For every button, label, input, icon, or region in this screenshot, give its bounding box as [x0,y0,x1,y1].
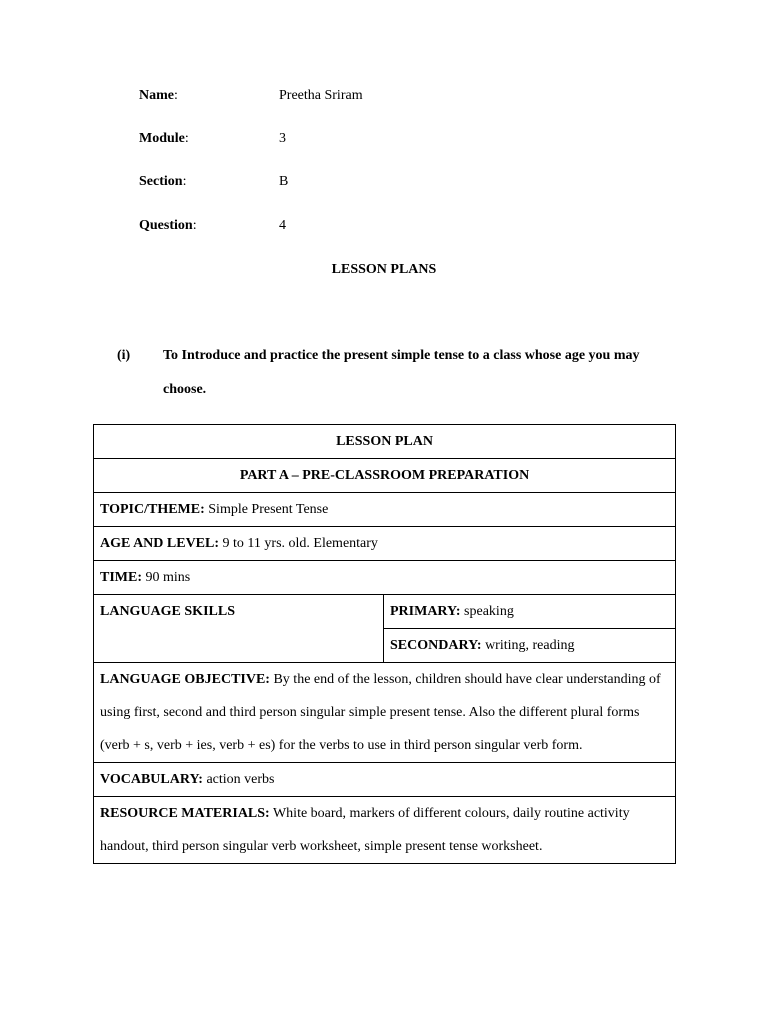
table-part-heading: PART A – PRE-CLASSROOM PREPARATION [94,459,676,493]
table-row [94,763,676,797]
module-value: 3 [279,131,286,146]
age-cell [94,527,676,561]
table-row [94,493,676,527]
lesson-plan-table [93,424,676,864]
name-label: Name [139,88,174,103]
table-row [94,663,676,763]
time-label: TIME: [100,570,142,585]
table-row [94,561,676,595]
table-row [94,459,676,493]
objective-value: By the end of the lesson, children should have clear understanding of using first, second and third person singular simple present tense. Also the different plural forms (verb + s, verb + ies, verb + es) for the verbs to use in third person singular verb form. [100,672,661,753]
vocab-label: VOCABULARY: [100,772,203,787]
secondary-cell [384,629,676,663]
objective-cell [94,663,676,763]
topic-value: Simple Present Tense [204,502,329,517]
resources-value: White board, markers of different colours, daily routine activity handout, third person singular verb worksheet, simple present tense worksheet. [100,806,630,854]
vocab-value: action verbs [202,772,275,787]
table-title: LESSON PLAN [94,425,676,459]
question-text: To Introduce and practice the present simple tense to a class whose age you may choose. [163,348,640,397]
table-row [94,797,676,864]
table-row [94,425,676,459]
age-label: AGE AND LEVEL: [100,536,220,551]
secondary-label: SECONDARY: [390,638,482,653]
objective-label: LANGUAGE OBJECTIVE: [100,672,270,687]
table-row [94,527,676,561]
question-value: 4 [279,218,286,233]
name-value: Preetha Sriram [279,88,363,103]
page-title: LESSON PLANS [331,262,437,277]
section-label: Section [139,174,183,189]
vocab-cell [94,763,676,797]
resources-cell [94,797,676,864]
primary-cell [384,595,676,629]
secondary-value: writing, reading [481,638,575,653]
resources-label: RESOURCE MATERIALS: [100,806,270,821]
age-value: 9 to 11 yrs. old. Elementary [219,536,378,551]
skills-label: LANGUAGE SKILLS [100,604,235,619]
table-row [94,595,676,629]
primary-value: speaking [460,604,514,619]
time-value: 90 mins [142,570,191,585]
section-value: B [279,174,289,189]
question-label: Question [139,218,193,233]
time-cell [94,561,676,595]
topic-cell [94,493,676,527]
module-label: Module [139,131,185,146]
question-number: (i) [117,348,131,363]
skills-cell [94,595,384,663]
topic-label: TOPIC/THEME: [100,502,205,517]
primary-label: PRIMARY: [390,604,461,619]
